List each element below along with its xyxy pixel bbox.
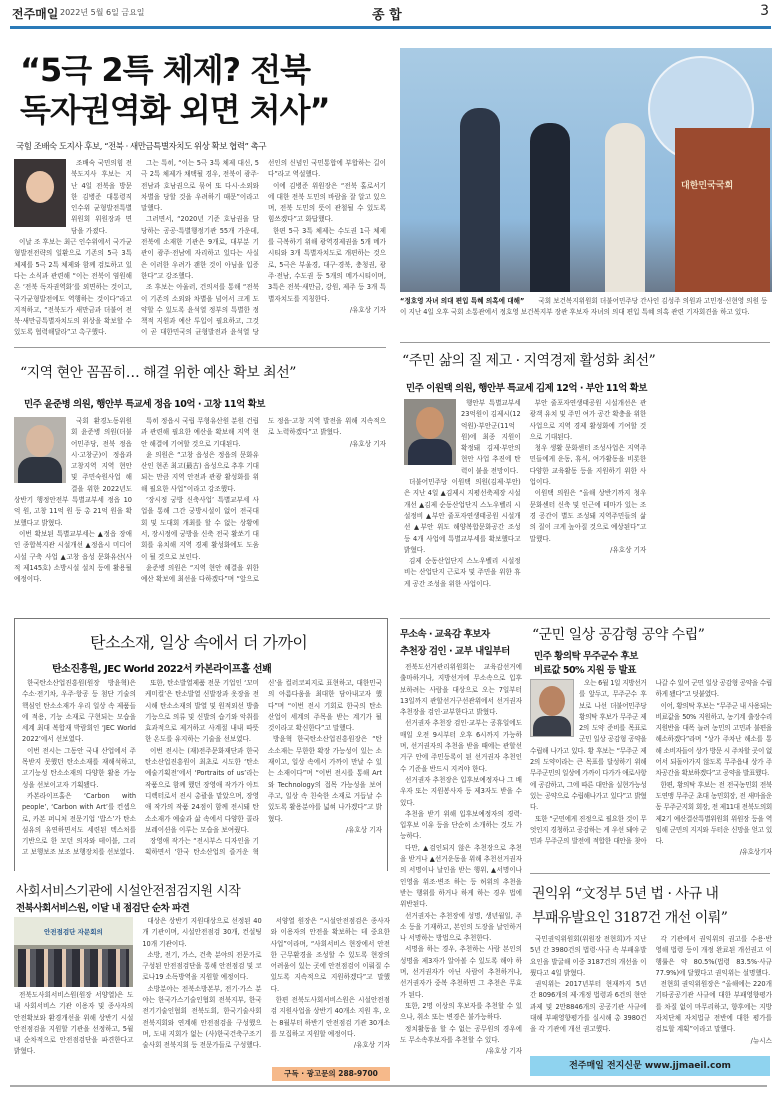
footer-rule	[10, 1085, 767, 1087]
article1-headline	[20, 50, 330, 130]
paragraph: 이번 전시는 (재)전주문화재단과 한국탄소산업진흥원이 최초로 시도한 ‘탄소예술기획전’에서 ‘Portraits of us’라는 작품으로 함께 했던 장영애 작가가 아트 디렉터로서 전시 총괄을 맡았으며, 장영애 작가의 작품 24점이 함께 전시돼 탄소소재가 예술과 삶 속에서 다양한 콜라보레이션을 이루는 모습을 보여줬다.	[145, 746, 259, 834]
article8-body	[530, 934, 772, 1052]
paragraph: 또한, 2명 이상의 후보자를 추천할 수 있으나, 취소 또는 변경은 불가능하다.	[400, 1001, 522, 1022]
paragraph: 특히 정읍시 국립 무형유산원 분원 건립과 관련해 필요한 예산을 확보해 지역 현안 해결에 기여할 것으로 기대된다.	[141, 417, 259, 448]
paragraph: 더불어민주당 이원택 의원(김제·부안)은 지난 4일 ▲김제시 지평선축제장 시설개선 ▲김제 순동산업단지 스노우벨리 시설정비 ▲부안 줄포자연생태공원 시설개선 ▲부안 위도 해양복합문화공간 조성 등 4개 사업에 특별교부세를 확보했다고 밝혔다.	[404, 478, 521, 554]
paragraph: 선거권자는 추천장에 성명, 생년월일, 주소 등을 기재하고, 본인의 도장을 날인하거나 서명하는 방법으로 추천한다.	[400, 911, 522, 943]
paragraph: 한편 전북도사회서비스원은 시설안전점검 지원사업을 상반기 40개소 지원 후, 오는 8월부터 하반기 안전점검 기관 30개소를 모집하고 지원할 예정이다.	[270, 996, 390, 1038]
paragraph: 또한 “군민에게 진정으로 필요한 것이 무엇인지 경청하고 공감하는 게 우선 돼야 군민과 무주군의 발전에 적합한 대안을 찾아나갈 수 있어 군민 일상 공감형 공약을 수립하게 됐다”고 덧붙였다.	[530, 679, 772, 846]
article4-headline: 탄소소재, 일상 속에서 더 가까이	[90, 633, 308, 652]
paragraph: 선거권자 추천장은 입후보예정자나 그 배우자 또는 지원봉사자 등 제3자도 받을 수 있다.	[400, 775, 522, 807]
article1-body	[14, 158, 386, 342]
byline: /유호상 기자	[610, 545, 647, 554]
paragraph: 이에 김병준 위원장은 “전북 홀로서기에 대한 전북 도민의 바람을 잘 알고 있으며, 전북 도민의 뜻이 관철될 수 있도록 힘쓰겠다”고 화답했다.	[268, 181, 386, 224]
paragraph: 한편, 황의탁 후보는 전 전국농민회 전북도연맹 무주군 초대 농민회장, 전 새마을운동 무주군지회 회장, 전 제11대 전북도의회 제2기 예산결산특별위원회 위원장 등을 역임해 군민의 지지와 두터운 신망을 얻고 있다.	[655, 780, 772, 846]
paragraph: 행안부 특별교부세 23억원이 김제시(12억원)·부안군(11억원)에 최종 지원이 확정돼 김제·부안의 현안 사업 추진에 탄력이 붙을 전망이다.	[461, 399, 521, 475]
article6-body	[530, 678, 772, 870]
paragraph: 이원택 의원은 “올해 상반기까지 청우문화센터 신축 및 인근에 테마가 있는 조경 공간이 별도 조성돼 지역주민들의 삶의 질이 크게 높아질 것으로 예상된다”고 말했다.	[529, 489, 647, 543]
section-title: 종 합	[372, 8, 402, 23]
paragraph: 김제 순동산업단지 스노우벨리 시설정비는 산업단지 근로자 및 주민을 위한 휴게 공간 조성을 위한 사업이다.	[404, 557, 521, 588]
caption-text: 국회 보건복지위원회 더불어민주당 간사인 김성주 의원과 고민정·신현영 의원 등이 지난 4일 오후 국회 소통관에서 정호영 보건복지부 장관 후보자 자녀의 의대 편입 특혜 의혹 관련 기자회견을 하고 있다.	[400, 297, 768, 316]
byline: /유호상 기자	[349, 305, 386, 314]
paragraph: 이번 전시는 그동안 국내 산업에서 주목받지 못했던 탄소소재를 재해석하고, 고기능성 탄소소재의 다양한 활용 가능성을 선보이고자 기획됐다.	[22, 746, 136, 789]
article2-headline: “지역 현안 꼼꼼히… 해결 위한 예산 확보 최선”	[20, 365, 296, 381]
paragraph: 권익위는 2017년부터 현재까지 5년 간 8096개의 제·개정 법령과 6건의 현안과제 및 2만8846개의 공공기관 사규에 대해 부패영향평가를 실시해 총 3980건을 각 기관에 개선 권고했다.	[530, 980, 647, 1034]
article3-body	[404, 398, 772, 594]
paragraph: 조 후보는 아울러, 건의서를 통해 “전북이 기존의 소외와 차별을 넘어서 크게 도약할 수 있도록 윤석열 정부의 특별한 정책적 지원과 예산 투입이 필요하고, 그것이 곧 대한민국의 균형발전과 윤석열 당선인의 신념인 국민통합에 부합하는 길이다”라고 역설했다.	[141, 159, 386, 337]
article6-headline: “군민 일상 공감형 공약 수립”	[532, 627, 705, 643]
article3-subhead: 민주 이원택 의원, 행안부 특교세 김제 12억 · 부안 11억 확보	[406, 383, 647, 394]
paragraph: 국회 환경노동위원회 윤준병 의원(더불어민주당, 전북 정읍시·고창군)이 정읍과 고창지역 지역 현안 및 주민숙원사업 해결을 위한 2022년도 상반기 행정안전부 특별교부세 정읍 10억 원, 고창 11억 원 등 총 21억 원을 확보했다고 밝혔다.	[14, 417, 132, 527]
headline-line-2: 독자권역화 외면 처사”	[20, 91, 330, 129]
byline: /뉴시스	[750, 1036, 772, 1045]
paragraph: 선거권자 추천장 검인·교부는 공휴일에도 매일 오전 9시부터 오후 6시까지 가능하며, 선거권자의 추천을 받을 때에는 관할선거구 안에 주민등록이 된 선거권자 추천인수 기준을 반드시 지켜야 한다.	[400, 719, 522, 773]
person-3	[605, 123, 645, 292]
paragraph: 다만, ▲검인되지 않은 추천장으로 추천을 받거나 ▲선거운동을 위해 추천선거권자의 서명이나 날인을 받는 행위, ▲서명이나 인영을 위조·변조 하는 등 허위의 추천을 받는 행위를 하거나 하게 하는 경우 법에 위반된다.	[400, 843, 522, 909]
paragraph: 대상은 상반기 지원대상으로 선정된 40개 기관이며, 시설안전점검 30개, 컨설팅 10개 기관이다.	[142, 917, 262, 948]
face-shape	[26, 171, 54, 203]
paragraph: 서명을 하는 경우, 추천하는 사람 본인의 성명을 제3자가 알아볼 수 있도록 해야 하며, 선거권자가 아닌 사람이 추천하거나, 선거권자가 중복 추천하면 그 추천은 무효가 된다.	[400, 945, 522, 999]
paragraph: 윤준병 의원은 “지역 현안 해결을 위한 예산 확보에 최선을 다하겠다”며 “앞으로도 정읍·고창 지역 발전을 위해 지속적으로 노력하겠다”고 밝혔다.	[141, 417, 386, 584]
article5-body	[400, 662, 522, 1082]
byline: /유호상 기자	[345, 825, 382, 834]
paragraph: 방윤혁 한국탄소산업진흥원장은 “탄소소재는 무한한 확장 가능성이 있는 소재이고, 일상 속에서 가까이 만날 수 있는 소재이다”며 “이번 전시를 통해 Art와 Technology의 접목 가능성을 보여주고, 일상 속 친숙한 소재로 거듭날 수 있도록 활용분야를 넓혀 나가겠다”고 밝혔다.	[268, 735, 382, 823]
paragraph: 그러면서, “2020년 기준 호남권을 담당하는 공공·특별행정기관 55개 가운데, 전북에 소재한 기관은 9개로, 대부분 기관이 광주·전남에 자리하고 있다는 사실은 이러한 우려가 괜한 것이 아님을 입증한다”고 강조했다.	[141, 215, 259, 280]
paragraph: 조배숙 국민의힘 전북도지사 후보는 지난 4일 전북을 방문한 김병준 대통령직인수위 균형발전특별위원회 위원장과 면담을 가졌다.	[71, 159, 132, 235]
byline: /유호상 기자	[349, 439, 386, 448]
article5-headline: 추천장 검인 · 교부 내일부터	[400, 646, 510, 657]
paragraph: 추천을 받기 위해 입후보예정자의 경력·입후보 이유 등을 단순히 소개하는 것도 가능하다.	[400, 809, 522, 841]
person-2	[530, 123, 570, 292]
paragraph: 이날 조 후보는 최근 인수위에서 국가균형발전전략의 일환으로 기존의 5극 3특 체제를 5극 2특 체제와 함께 검토하고 있다는 소식과 관련해 “이는 전북이 염원해온 ‘전북 독자권역화’를 외면하는 것이고, 국가균형발전에도 역행하는 것이다”라고 지적하고, “전북도가 새만금과 더불어 전북·새만금특별자치도의 위상을 확보할 수 있도록 협력해달라”고 촉구했다.	[14, 238, 132, 337]
podium	[675, 128, 770, 292]
headline-line-1: “5극 2특 체제? 전북	[20, 51, 311, 89]
paragraph: 전현희 권익위원장은 “올해에는 220개 기타공공기관 사규에 대한 부패영향평가를 차질 없이 마무리하고, 향후에는 지방자치단체 자치법규 전반에 대한 평가를 검토할 계획”이라고 말했다.	[655, 980, 772, 1034]
lawmaker-photo	[14, 417, 66, 483]
press-conference-photo	[400, 48, 772, 292]
paragraph: 한편 5극 3특 체제는 수도권 1극 체제를 극복하기 위해 광역경제권을 5개 메가시티와 3개 특별자치도로 개편하는 것으로, 5극은 부울경, 대구·경북, 충청권, 광주·전남, 수도권 등 5개의 메가시티이며, 3특은 전북·새만금, 강원, 제주 등 3개 특별자치도를 지칭한다.	[268, 226, 386, 303]
headline-line-1: 권익위 “文정부 5년 법 · 사규 내	[532, 886, 719, 902]
headline-line-2: 부패유발요인 3187건 개선 이뤄”	[532, 910, 728, 926]
paragraph: 각 기관에서 권익위의 권고를 수용·반영해 법령 등이 개정 완료된 개선권고 이행률은 약 80.5%(법령 83.5%·사규 77.9%)에 달했다고 권익위는 설명했다.	[655, 935, 772, 977]
paragraph: 전북도사회서비스원(원장 서양열)은 도내 사회서비스 기관 이용자 및 종사자의 안전확보와 환경개선을 위해 상반기 시설안전점검을 지원할 기관을 선정하고, 5월 내 순차적으로 안전점검단을 파견한다고 밝혔다.	[14, 991, 134, 1056]
photo-banner-text: 안전점검단 자문회의	[44, 928, 103, 936]
article3-headline: “주민 삶의 질 제고 · 지역경제 활성화 최선”	[402, 353, 656, 369]
article6-subhead-1: 민주 황의탁 무주군수 후보	[534, 651, 638, 662]
article2-subhead: 민주 윤준병 의원, 행안부 특교세 정읍 10억 · 고창 11억 확보	[24, 399, 265, 410]
paragraph: 오는 6월 1일 지방선거를 앞두고, 무주군수 후보로 나선 더불어민주당 황의탁 후보가 무주군 제2의 도약 준비를 목표로 군민 일상 공감형 공약을 수립해 나가고 있다. 황 후보는 “무주군 제2의 도약이라는 큰 목표를 달성하기 위해 무주군민의 일상에 가까이 다가가 애로사항에 공감하고, 그에 따른 대안을 실현가능성 있는 공약으로 수립해나가고 있다”고 밝혔다.	[530, 679, 647, 812]
paragraph: 윤 의원은 “고창 읍성은 정읍의 문화유산인 현존 최고(最古) 읍성으로 추후 기대되는 만큼 지역 안전과 관광 활성화를 위해 필요한 사업”이라고 강조했다.	[141, 450, 259, 493]
paragraph: 소방분야는 전북소방본부, 전기·가스 분야는 한국가스기술인협회 전북지부, 한국전기기술인협회 전북도회, 한국기술사회 전북지회와 연계해 안전점검을 구성했으며, 도내 지회가 없는 (사)한국건축구조기술사회 전북지회 등 전문가들로 구성했다.	[142, 984, 262, 1050]
paragraph: 그는 특히, “이는 5극 3특 체제 대신, 5극 2특 체제가 채택될 경우, 전북이 광주·전남과 호남권으로 묶여 또 다시·소외와 차별을 당할 것을 우려하기 때문”이라고 말했다.	[141, 159, 259, 213]
paragraph: 한국탄소산업진흥원(원장 방윤혁)은 수소·전기차, 우주·항공 등 첨단 기술의 핵심인 탄소소재가 우리 일상 속 제품들에 적용, 기능 소재로 구현되는 모습을 세계 최대 복합재 박람회인 ‘JEC World 2022’에서 선보였다.	[22, 679, 136, 744]
article1-subhead: 국힘 조배숙 도지사 후보, “전북 · 새만금특별자치도 위상 확보 협력” 촉구	[16, 142, 267, 152]
masthead-logo: 전주매일	[12, 7, 59, 21]
article7-body	[14, 916, 390, 1062]
article7-subhead: 전북사회서비스원, 이달 내 점검단 순차 파견	[16, 903, 190, 914]
paragraph: 소방, 전기, 가스, 건축 분야의 전문가로 구성된 안전점검단을 통해 안전점검 및 코로나19 소독방역을 지원할 예정이다.	[142, 950, 262, 982]
article8-headline	[532, 882, 727, 930]
paragraph: 카본라이프홀은 ‘Carbon with people’, ‘Carbon with Art’를 컨셉으로, 카본 퍼니처 전문기업 ‘밥스’가 탄소섬유의 유연하면서도 세련된 텍스처를 기반으로 한 모던 의자와 테이블, 그리고 보행보조 보조 보행장치를 선보였다.	[22, 791, 136, 857]
paragraph: 장영애 작가는 “전시부스 디자인을 기획하면서 ‘한국 탄소산업의 즐거운 혁신’을 컬러코피지로 표현하고, 대한민국의 아름다움을 최대한 담아내고자 했다”며 “이번 전시 기회로 한국의 탄소 산업이 세계의 주목을 받는 계기가 될 것이라고 확신한다”고 말했다.	[145, 679, 382, 857]
subscription-ad: 구독 · 광고문의 288-9700	[272, 1067, 390, 1081]
article2-body	[14, 416, 386, 592]
page-number: 3	[760, 3, 769, 19]
paragraph: 또한, 탄소발열제품 전문 기업인 ‘꼬미케미컬’은 탄소발열 신발장과 옷장을 전시해 탄소소재의 발열 및 원적외선 방출 기능으로 의류 및 신발의 습기와 악취를 효과적으로 제거하고 사계절 내내 따뜻한 온도를 유지하는 기술을 선보였다.	[145, 679, 259, 744]
paragraph: 국민권익위원회(위원장 전현희)가 지난 5년 간 3980건의 법령·사규 속 부패유발 요인을 발굴해 이중 3187건의 개선을 이뤘다고 4일 밝혔다.	[530, 935, 647, 977]
article6-subhead-2: 비료값 50% 지원 등 발표	[534, 665, 636, 676]
paragraph: 이번 확보된 특별교부세는 ▲정읍 장애인 종합복지관 시설개선 ▲정읍시 미디어 시설 구축 사업 ▲고창 읍성 문화유산(사적 제145호) 소방시설 설치 등에 활용될 예정이다.	[14, 529, 132, 584]
article7-headline: 사회서비스기관에 시설안전점검지원 시작	[16, 884, 241, 899]
podium-sign: 대한민국국회	[681, 181, 734, 191]
lawmaker-photo	[404, 399, 456, 465]
article4-body	[22, 678, 382, 868]
paragraph: 서양열 원장은 “시설안전점검은 종사자와 이용자의 안전을 확보하는 데 중요한 사업”이라며, “사회서비스 현장에서 안전한 근무환경을 조성할 수 있도록 현장의 어려움이 있는 곳에 안전점검이 이뤄질 수 있도록 지속적으로 지원하겠다”고 말했다.	[270, 917, 390, 993]
article4-subhead: 탄소진흥원, JEC World 2022서 카본라이프홀 선봬	[52, 664, 272, 675]
paragraph: 전북도선거관리위원회는 교육감선거에 출마하거나, 지방선거에 무소속으로 입후보하려는 사람을 대상으로 오는 7일부터 13일까지 관할선거구선관위에서 선거권자 추천장을 검인·교부한다고 밝혔다.	[400, 663, 522, 717]
person-1	[460, 108, 500, 292]
paragraph: 청우 생활 문화센터 조성사업은 지역주민들에게 운동, 휴식, 여가활동을 비롯한 다양한 교육활동 등을 지원하기 위한 사업이다.	[529, 444, 647, 487]
issue-date: 2022년 5월 6일 금요일	[60, 8, 145, 17]
candidate-photo	[530, 679, 574, 737]
epaper-banner[interactable]: 전주매일 전지신문 www.jjmaeil.com	[530, 1056, 770, 1076]
paragraph: ‘장시정 궁방 신축사업’ 특별교부세 사업을 통해 그간 궁방시설이 없어 전국대회 및 도대회 개최를 할 수 없는 상황에서, 장시정에 궁방을 신축 전국 활쏘기 대회를 유치해 지역 경제 활성화에도 도움이 될 것으로 보인다.	[141, 496, 259, 561]
header-rule	[10, 26, 771, 29]
meeting-group-photo	[14, 917, 133, 987]
photo-caption	[400, 296, 772, 318]
paragraph: 정치활동을 할 수 없는 공무원의 경우에도 무소속후보자를 추천할 수 있다.	[400, 1024, 522, 1044]
byline: /유호상기자	[739, 848, 772, 857]
article5-byline: /유호상 기자	[485, 1047, 522, 1056]
candidate-photo	[14, 159, 66, 227]
byline: /유호상 기자	[353, 1041, 390, 1050]
caption-title: “정호영 자녀 의대 편입 특혜 의혹에 대해”	[400, 297, 525, 305]
article5-kicker: 무소속 · 교육감 후보자	[400, 629, 490, 640]
paragraph: 이어, 황의탁 후보는 “무주군 내 사용되는 비료값을 50% 지원하고, 농기계 출장수리 지원반을 대폭 늘려 농민의 고민과 불편을 해소하겠다”라며 “상가 주차난 해소를 통해 소비자들이 상가 방문 시 주차할 곳이 없어서 되돌아가지 않도록 무주읍내 상가 주차공간을 확보하겠다”고 공약을 발표했다.	[655, 701, 772, 778]
paragraph: 부안 줄포자연생태공원 시설개선은 관광객 유치 및 주민 여가 공간 확충을 위한 사업으로 지역 경제 활성화에 기여할 것으로 기대된다.	[529, 399, 647, 441]
